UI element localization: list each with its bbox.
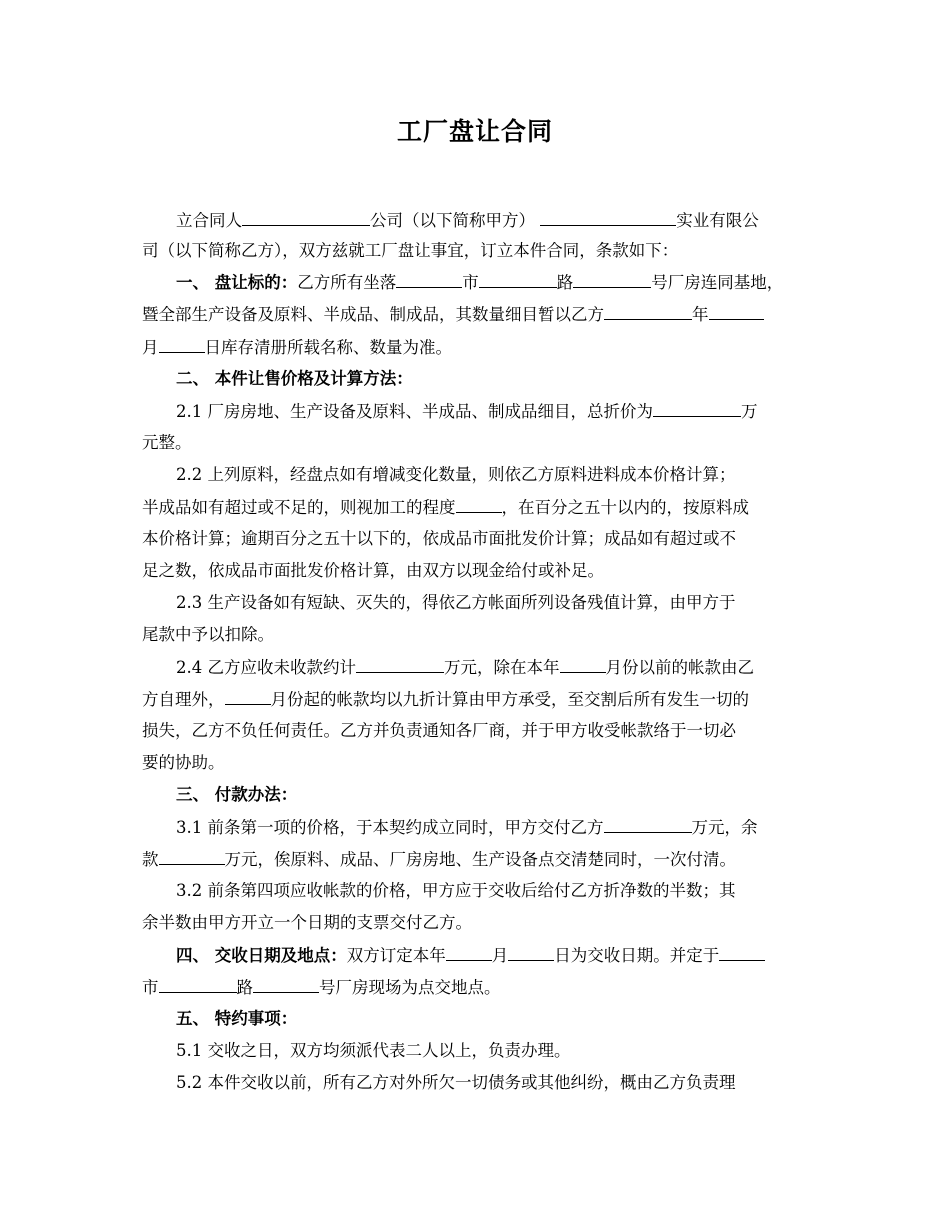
clause-2-2-line-2 <box>142 497 749 518</box>
section-2-heading: 二、 本件让售价格及计算方法： <box>176 369 413 388</box>
body-text: 万元，余 <box>691 818 758 837</box>
body-text: 2.4 乙方应收未收款约计 <box>176 658 356 677</box>
blank-month <box>225 689 271 705</box>
body-text: 月 <box>491 946 509 965</box>
body-text: 月份以前的帐款由乙 <box>605 658 754 677</box>
clause-2-4-line-2 <box>142 689 749 710</box>
section-3-heading: 三、 付款办法： <box>176 785 298 804</box>
body-text: 款 <box>142 850 159 869</box>
blank-total-price <box>653 401 741 417</box>
document-title: 工厂盘让合同 <box>396 117 553 146</box>
body-text: 暨全部生产设备及原料、半成品、制成品，其数量细目暂以乙方 <box>142 305 604 324</box>
blank-place <box>719 945 765 961</box>
body-text: 3.1 前条第一项的价格，于本契约成立同时，甲方交付乙方 <box>176 818 604 837</box>
clause-2-4-line-1 <box>176 657 754 678</box>
body-text: 市 <box>142 978 159 997</box>
body-text: 方自理外， <box>142 690 225 709</box>
clause-3-2-line-1: 3.2 前条第四项应收帐款的价格，甲方应于交收后给付乙方折净数的半数；其 <box>176 881 736 900</box>
section-4-heading: 四、 交收日期及地点： <box>176 946 347 965</box>
body-text: 2.1 厂房房地、生产设备及原料、半成品、制成品细目，总折价为 <box>176 402 653 421</box>
body-text: 乙方所有坐落 <box>297 273 397 292</box>
clause-2-1-line-2: 元整。 <box>142 433 192 452</box>
clause-3-1-line-2 <box>142 849 736 870</box>
blank-receivable <box>356 657 444 673</box>
blank-party-a <box>242 210 370 226</box>
body-text: 万元，除在本年 <box>444 658 560 677</box>
body-text: 月 <box>142 338 159 357</box>
body-text: 万 <box>741 402 758 421</box>
body-text: 号厂房现场为点交地点。 <box>319 978 501 997</box>
blank-balance <box>159 849 225 865</box>
blank-road <box>253 977 319 993</box>
body-text: 路 <box>556 273 574 292</box>
section-5-heading: 五、 特约事项： <box>176 1009 298 1028</box>
body-text: 路 <box>236 978 253 997</box>
body-text: 半成品如有超过或不足的，则视加工的程度 <box>142 498 456 517</box>
clause-2-2-line-4: 足之数，依成品市面批发价格计算，由双方以现金给付或补足。 <box>142 561 604 580</box>
blank-month <box>709 304 764 320</box>
body-text: 万元，俟原料、成品、厂房房地、生产设备点交清楚同时，一次付清。 <box>224 850 736 869</box>
section-1-line-3 <box>142 337 452 358</box>
clause-3-1-line-1 <box>176 817 758 838</box>
clause-2-4-line-3: 损失，乙方不负任何责任。乙方并负责通知各厂商，并于甲方收受帐款络于一切必 <box>142 721 736 740</box>
blank-party-b <box>540 210 676 226</box>
intro-line-1 <box>176 210 759 231</box>
blank-month <box>560 657 606 673</box>
blank-month <box>446 945 492 961</box>
section-4-line-1 <box>176 945 765 966</box>
clause-5-2: 5.2 本件交收以前，所有乙方对外所欠一切债务或其他纠纷，概由乙方负责理 <box>176 1073 736 1092</box>
blank-deposit <box>604 817 692 833</box>
body-text: 日为交收日期。并定于 <box>554 946 720 965</box>
blank-city <box>396 272 462 288</box>
intro-text: 实业有限公 <box>676 211 759 230</box>
intro-line-2: 司（以下简称乙方），双方兹就工厂盘让事宜，订立本件合同，条款如下： <box>142 241 679 260</box>
clause-2-3-line-1: 2.3 生产设备如有短缺、灭失的，得依乙方帐面所列设备残值计算，由甲方于 <box>176 593 736 612</box>
blank-road <box>479 272 557 288</box>
clause-2-2-line-1: 2.2 上列原料，经盘点如有增减变化数量，则依乙方原料进料成本价格计算； <box>176 465 736 484</box>
clause-2-1-line-1 <box>176 401 758 422</box>
blank-degree <box>456 497 502 513</box>
blank-number <box>573 272 651 288</box>
body-text: 年 <box>692 305 709 324</box>
blank-year <box>604 304 692 320</box>
section-4-line-2 <box>142 977 501 998</box>
blank-city <box>159 977 237 993</box>
blank-day <box>159 337 205 353</box>
clause-5-1: 5.1 交收之日，双方均须派代表二人以上，负责办理。 <box>176 1041 571 1060</box>
body-text: ，在百分之五十以内的，按原料成 <box>501 498 749 517</box>
blank-day <box>508 945 554 961</box>
section-1-line-2 <box>142 304 764 325</box>
intro-text: 立合同人 <box>176 211 242 230</box>
intro-text: 公司（以下简称甲方） <box>370 211 535 230</box>
clause-3-2-line-2: 余半数由甲方开立一个日期的支票交付乙方。 <box>142 913 472 932</box>
section-1-heading: 一、 盘让标的： <box>176 273 298 292</box>
clause-2-4-line-4: 要的协助。 <box>142 753 225 772</box>
body-text: 市 <box>462 273 479 292</box>
body-text: 号厂房连同基地， <box>651 273 784 292</box>
clause-2-2-line-3: 本价格计算；逾期百分之五十以下的，依成品市面批发价计算；成品如有超过或不 <box>142 529 736 548</box>
section-1-line-1 <box>176 272 783 293</box>
body-text: 月份起的帐款均以九折计算由甲方承受，至交割后所有发生一切的 <box>270 690 749 709</box>
body-text: 日库存清册所载名称、数量为准。 <box>204 338 452 357</box>
clause-2-3-line-2: 尾款中予以扣除。 <box>142 625 274 644</box>
body-text: 双方订定本年 <box>346 946 446 965</box>
